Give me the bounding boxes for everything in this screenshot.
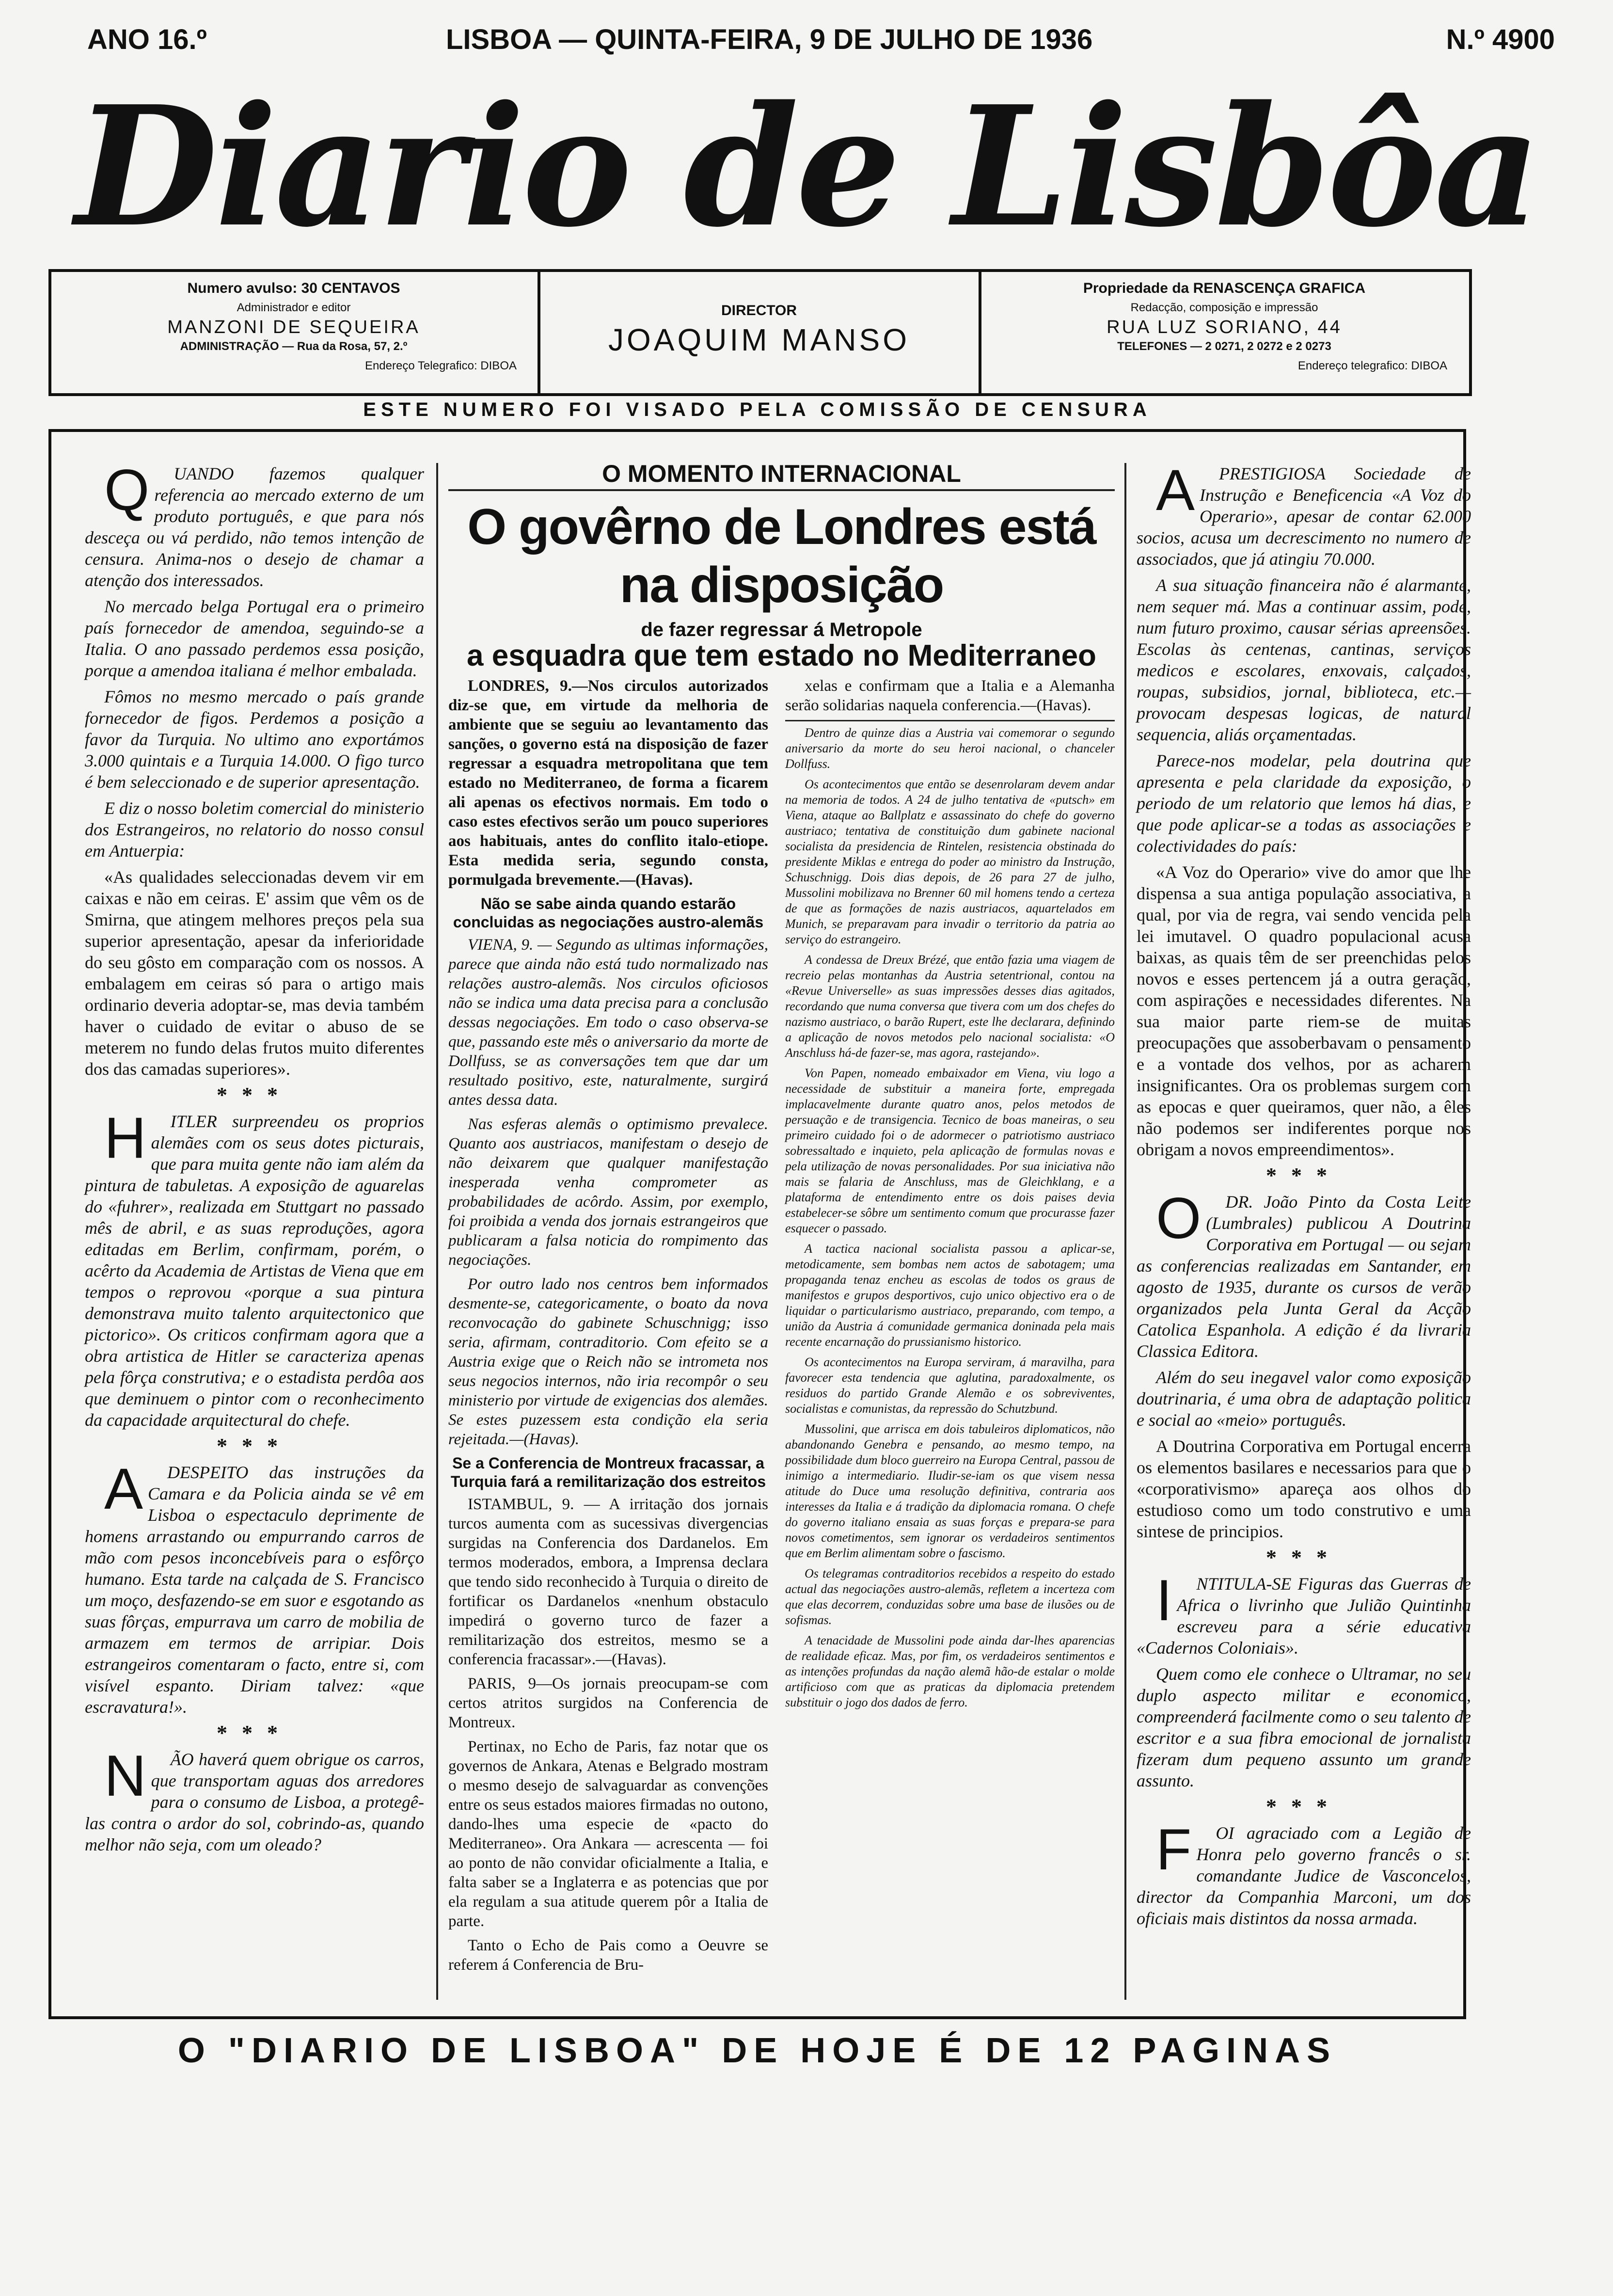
column-rule-1 <box>436 463 438 2000</box>
subheadline-2: a esquadra que tem estado no Mediterraneo <box>467 639 1096 672</box>
info-right: Propriedade da RENASCENÇA GRAFICA Redacção, composição e impressão RUA LUZ SORIANO, 44 TELEFONES — 2 0271, 2 0272 e 2 0273 Endereço telegrafico: DIBOA <box>1083 280 1447 372</box>
page-count-footer: O "DIARIO DE LISBOA" DE HOJE É DE 12 PAGINAS <box>177 2031 1337 2070</box>
issue-number: N.º 4900 <box>1446 24 1555 55</box>
issue-year: ANO 16.º <box>87 24 207 55</box>
info-box <box>48 269 1472 396</box>
article-col-b: xelas e confirmam que a Italia e a Alemanha serão solidarias naquela conferencia.—(Havas). Dentro de quinze dias a Austria vai comemorar o segundo aniversario da morte do seu heroi nacional, o chanceler Dollfuss. Os acontecimentos que então se desenrolaram devem andar na memoria de todos. A 24 de julho tentativa de «putsch» em Viena, ataque ao Ballplatz e assassinato do chefe do governo austriaco; tentativa de constituição dum gabinete nacional socialista da presidencia de Rintelen, resistencia obstinada do presidente Miklas e entrega do poder ao ministro da Instrução, Schuschnigg. Dois dias depois, de 26 para 27 de julho, Mussolini mobilizava no Brenner 60 mil homens tendo a certeza de que as formações de nazis austriacos, aquartelados em Munich, se preparavam para invadir o territorio da patria ao serviço do estrangeiro. A condessa de Dreux Brézé, que então fazia uma viagem de recreio pelas montanhas da Austria setentrional, contou na «Revue Universelle» as suas impressões desses dias agitados, recordando que numa conversa que tivera com um dos chefes do nazismo austriaco, o barão Rupert, este lhe declarara, definindo a aplicação de novos metodos pelo nacional socialista: «O Anschluss há-de fazer-se, mas agora, rastejando». Von Papen, nomeado embaixador em Viena, viu logo a necessidade de substituir a maneira forte, empregada implacavelmente durante quatro anos, pelos metodos de persuação e de transigencia. Tecnico de boas maneiras, o seu primeiro cuidado foi o de adormecer o patriotismo austriaco sobressaltado e inquieto, pela aplicação de formulas novas e pela utilização de novas personalidades. Por sua iniciativa não mais se falaria de Anschluss, mas de Gleichklang, e a plataforma de entendimento entre os dois paises devia estabelecer-se sôbre um sentimento comum que procurasse fazer esquecer o passado. A tactica nacional socialista passou a aplicar-se, metodicamente, sem bombas nem actos de sabotagem; uma propaganda tenaz encheu as escolas de todos os graus de manifestos e grupos desportivos, cujo unico objectivo era o de liquidar o particularismo austriaco, preparando, com tempo, a união da Austria á comunidade germanica doninada pela mais recente encarnação do prussianismo historico. Os acontecimentos na Europa serviram, á maravilha, para favorecer esta tendencia que aglutina, paradoxalmente, os residuos do partido Grande Alemão e os sobreviventes, socialistas e comunistas, da repressão do Schutzbund. Mussolini, que arrisca em dois tabuleiros diplomaticos, não abandonando Genebra e pensando, ao mesmo tempo, na possibilidade dum bloco guerreiro na Europa Central, passou de inimigo a intermediario. Iludir-se-iam os que visem nessa atitude do Duce uma resolução definitiva, contraria aos interesses da Italia e á tradição da diplomacia romana. O chefe do governo italiano ensaia as suas forças e prepara-se para novos cometimentos, sem ignorar os verdadeiros sentimentos que em Berlim alimentam sobre o fascismo. Os telegramas contraditorios recebidos a respeito do estado actual das negociações austro-alemãs, refletem a incerteza com que elas decorrem, conduzidas sobre uma base de ilusões ou de sofismas. A tenacidade de Mussolini pode ainda dar-lhes aparencias de realidade eficaz. Mas, por fim, os verdadeiros sentimentos e as intenções profundas da nação alemã hão-de estalar o molde artificioso com que as praticas da diplomacia pretendem substituir o jogo dos dados de ferro. <box>785 677 1115 1709</box>
subheadline-1: de fazer regressar á Metropole <box>641 619 922 640</box>
left-column: Q UANDO fazemos qualquer referencia ao mercado externo de um produto português, e que para nós desceça ou vá perdido, não temos intenção de censura. Anima-nos o desejo de chamar a atenção dos interessados. No mercado belga Portugal era o primeiro país fornecedor de amendoa, seguindo-se a Italia. O ano passado perdemos essa posição, porque a amendoa italiana é melhor embalada. Fômos no mesmo mercado o país grande fornecedor de figos. Perdemos a posição a favor da Turquia. No ultimo ano exportámos 3.000 quintais e a Turquia 14.000. O figo turco é bem seleccionado e de superior apresentação. E diz o nosso boletim comercial do ministerio dos Estrangeiros, no relatorio do nosso consul em Antuerpia: «As qualidades seleccionadas devem vir em caixas e não em ceiras. E' assim que vêm os de Smirna, que atingem melhores preços pela sua superior apresentação, apesar da inferioridade do seu gôsto em comparação com os nossos. A embalagem em ceiras só para o artigo mais ordinario deveria adoptar-se, mas devia também haver o cuidado de evitar o abuso de se meterem no fundo delas frutos muito diferentes dos das camadas superiores». *** H ITLER surpreendeu os proprios alemães com os seus dotes picturais, que para muita gente não iam além da pintura de tabuletas. A exposição de aguarelas do «fuhrer», realizada em Stuttgart no passado mês de abril, e as suas reproduções, agora editadas em Berlim, confirmam, porém, o acêrto da Academia de Artistas de Viena que em tempos o reprovou «porque a sua pintura demonstrava muito talento arquitectonico que pictorico». Os criticos confirmam agora que a obra artistica de Hitler se caracteriza apenas pela fôrça construtiva; e o estadista perdôa aos que deminuem o pintor com o reconhecimento da capacidade arquitectural do chefe. *** A DESPEITO das instruções da Camara e da Policia ainda se vê em Lisboa o espectaculo deprimente de homens arrastando ou empurrando carros de mão com pesos inconcebíveis para o esfôrço humano. Esta tarde na calçada de S. Francisco um moço, desfazendo-se em suor e esgotando as suas fôrças, empurrava um carro de mobilia de armazem em termos de arripiar. Dois estrangeiros comentaram o facto, entre si, com visível espanto. Diriam talvez: «que escravatura!». *** N ÃO haverá quem obrigue os carros, que transportam aguas dos arredores para o consumo de Lisboa, a protegê-las contra o ardor do sol, cobrindo-as, quando melhor não seja, com um oleado? <box>85 458 424 1854</box>
director-box: DIRECTOR JOAQUIM MANSO <box>608 303 910 357</box>
dateline: LISBOA — QUINTA-FEIRA, 9 DE JULHO DE 1936 <box>446 24 1093 55</box>
main-article <box>448 460 1115 1979</box>
info-left: Numero avulso: 30 CENTAVOS Administrador e editor MANZONI DE SEQUEIRA ADMINISTRAÇÃO — Rua da Rosa, 57, 2.º Endereço Telegrafico: DIBOA <box>167 280 517 372</box>
right-column: A PRESTIGIOSA Sociedade de Instrução e Beneficencia «A Voz do Operario», apesar de contar 62.000 socios, acusa um decrescimento no numero de associados, que já atingiu 70.000. A sua situação financeira não é alarmante, nem sequer má. Mas a continuar assim, pode, num futuro proximo, causar sérias apreensões. Escolas às centenas, cantinas, serviços medicos e escolares, enxovais, calçados, roupas, subsidios, jornal, biblioteca, etc.—provocam despesas logicas, de natural sequencia, aliás orçamentadas. Parece-nos modelar, pela doutrina que apresenta e pela claridade da exposição, o periodo de um relatorio que lemos há dias, e que pode aplicar-se a todas as associações e colectividades do país: «A Voz do Operario» vive do amor que lhe dispensa a sua antiga população associativa, a qual, por via de regra, vai sendo vencida pela lei imutavel. O quadro populacional acusa baixas, as quais têm de ser preenchidas pelos novos e esses pertencem já a outra geração, com aspirações e necessidades diferentes. Na sua maior parte riem-se de muitas preocupações que assoberbavam o pensamento e a vontade dos velhos, por as acharem insignificantes. Ora os problemas surgem com as epocas e quer queiramos, quer não, a êles não podemos ser indiferentes porque nos obrigam a novos empreendimentos». *** O DR. João Pinto da Costa Leite (Lumbrales) publicou A Doutrina Corporativa em Portugal — ou sejam as conferencias realizadas em Santander, em agosto de 1935, durante os cursos de verão organizados pela Junta Geral da Acção Catolica Espanhola. A edição é da livraria Classica Editora. Além do seu inegavel valor como exposição doutrinaria, é uma obra de adaptação politica e social ao «meio» português. A Doutrina Corporativa em Portugal encerra os elementos basilares e necessarios para que o «corporativismo» apareça aos olhos do estudioso como um todo construtivo e uma sintese de principios. *** I NTITULA-SE Figuras das Guerras de Africa o livrinho que Julião Quintinha escreveu para a série educativa «Cadernos Coloniais». Quem como ele conhece o Ultramar, no seu duplo aspecto militar e economico, compreenderá facilmente como o seu talento de escritor e a sua fibra emocional de jornalista fizeram dum pequeno assunto um grande assunto. *** F OI agraciado com a Legião de Honra pelo governo francês o sr. comandante Judice de Vasconcelos, director da Companhia Marconi, um dos oficiais mais distintos da nossa armada. <box>1137 458 1471 1928</box>
headline: O govêrno de Londres está na disposição <box>467 499 1096 613</box>
masthead: Diario de Lisbôa <box>75 70 1538 264</box>
top-line <box>48 23 1565 67</box>
article-col-a: LONDRES, 9.—Nos circulos autorizados diz-se que, em virtude da melhoria de ambiente que se seguiu ao levantamento das sanções, o governo está na disposição de fazer regressar a esquadra metropolitana que tem estado no Mediterraneo, de forma a ficarem ali apenas os efectivos normais. Em todo o caso estes efectivos serão um pouco superiores aos habituais, antes do conflito italo-etiope. Esta medida seria, segundo consta, pormulgada brevemente.—(Havas). Não se sabe ainda quando estarão concluidas as negociações austro-alemãs VIENA, 9. — Segundo as ultimas informações, parece que ainda não está tudo normalizado nas relações austro-alemãs. Nos circulos oficiosos não se indica uma data precisa para a conclusão dessas negociações. Em todo o caso observa-se que, passando este mês o aniversario da morte de Dollfuss, se as conversações tem que dar um resultado positivo, este, naturalmente, surgirá antes dessa data. Nas esferas alemãs o optimismo prevalece. Quanto aos austriacos, manifestam o desejo de não deixarem que qualquer manifestação inesperada venha comprometer as probabilidades de acôrdo. Assim, por exemplo, foi proibida a venda dos jornais estrangeiros que publicaram a falsa noticia do rompimento das negociações. Por outro lado nos centros bem informados desmente-se, categoricamente, o boato da nova reconvocação do gabinete Schuschnigg; isso seria, afirmam, contraditorio. Com efeito se a Austria exige que o Reich não se intrometa nos seus negocios internos, não iria recompôr o seu ministerio por virtude de exigencias dos alemães. Se estes puzessem esta condição ela seria rejeitada.—(Havas). Se a Conferencia de Montreux fracassar, a Turquia fará a remilitarização dos estreitos ISTAMBUL, 9. — A irritação dos jornais turcos aumenta com as sucessivas divergencias surgidas na Conferencia dos Dardanelos. Em termos moderados, embora, a Imprensa declara que tendo sido reconhecido à Turquia o direito de fortificar os Dardanelos «nenhum obstaculo impedirá o governo turco de fazer a remilitarização dos estreitos, mesmo se a conferencia fracassar».—(Havas). PARIS, 9—Os jornais preocupam-se com certos atritos surgidos na Conferencia de Montreux. Pertinax, no Echo de Paris, faz notar que os governos de Ankara, Atenas e Belgrado mostram o mesmo desejo de salvaguardar as convenções entre os seus estados maiores firmadas no outono, dando-lhes uma especie de «pacto do Mediterraneo». Ora Ankara — acrescenta — foi ao ponto de não convidar oficialmente a Italia, e falta saber se a Inglaterra e as potencias que por ela regulam a sua atitude querem pôr a Italia de parte. Tanto o Echo de Pais como a Oeuvre se referem á Conferencia de Bru- <box>448 677 768 1974</box>
column-rule-2 <box>1124 463 1126 2000</box>
censor-notice: ESTE NUMERO FOI VISADO PELA COMISSÃO DE CENSURA <box>363 399 1152 420</box>
section-title: O MOMENTO INTERNACIONAL <box>602 460 961 487</box>
